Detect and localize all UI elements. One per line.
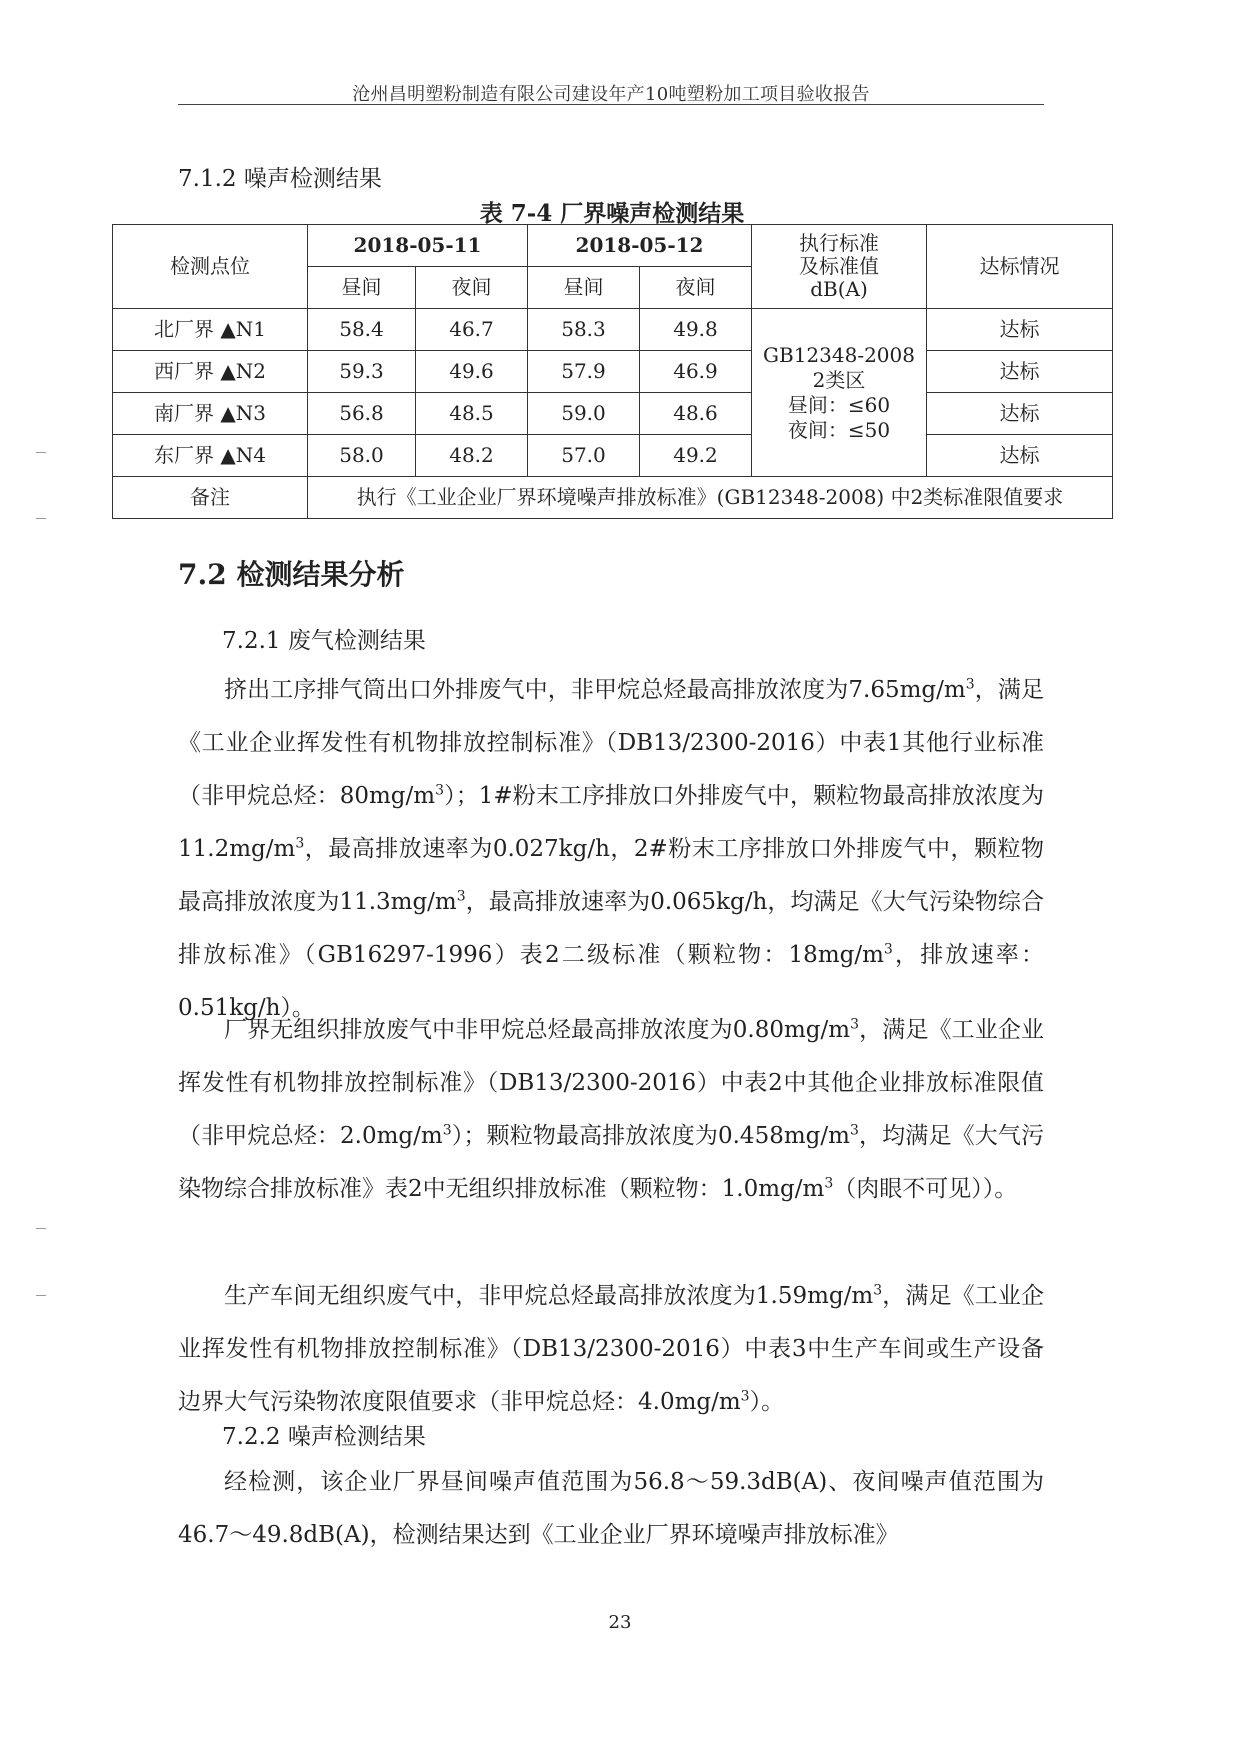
cell-value: 58.4 [308,309,416,351]
header-day-1: 昼间 [308,267,416,309]
cell-result: 达标 [927,435,1113,477]
cell-point: 南厂界 ▲N3 [113,393,308,435]
header-rule [178,104,1044,105]
cell-value: 48.5 [416,393,528,435]
cell-value: 59.3 [308,351,416,393]
paragraph-exhaust-gas: 挤出工序排气筒出口外排废气中，非甲烷总烃最高排放浓度为$7.65mg/m^3$，满足《工业企业挥发性有机物排放控制标准》（DB13/2300-2016）中表1其他行业标准（非甲烷总烃：$80mg/m^3$）；1#粉末工序排放口外排废气中，颗粒物最高排放浓度为$11.2mg/m^3$，最高排放速率为0.027kg/h，2#粉末工序排放口外排废气中，颗粒物最高排放浓度为$11.3mg/m^3$，最高排放速率为0.065kg/h，均满足《大气污染物综合排放标准》（GB16297-1996）表2二级标准（颗粒物：$18mg/m^3$，排放速率：0.51kg/h）。 [178,676,1045,1021]
table-row [113,435,1113,477]
scan-margin-mark [36,1228,46,1229]
cell-point: 东厂界 ▲N4 [113,435,308,477]
cell-point: 西厂界 ▲N2 [113,351,308,393]
noise-results-table [112,224,1113,519]
table-row [113,393,1113,435]
table-caption: 表 7-4 厂界噪声检测结果 [479,200,745,227]
header-night-2: 夜间 [640,267,752,309]
cell-value: 48.2 [416,435,528,477]
paragraph-noise-result: 经检测，该企业厂界昼间噪声值范围为56.8～59.3dB(A)、夜间噪声值范围为46.7～49.8dB(A)，检测结果达到《工业企业厂界环境噪声排放标准》 [178,1469,1044,1548]
remark-label: 备注 [113,477,308,519]
header-day-2: 昼间 [528,267,640,309]
table-row [113,351,1113,393]
remark-text: 执行《工业企业厂界环境噪声排放标准》(GB12348-2008) 中2类标准限值要求 [308,477,1113,519]
cell-value: 57.9 [528,351,640,393]
cell-value: 48.6 [640,393,752,435]
section-7-1-2-title: 7.1.2 噪声检测结果 [178,166,382,192]
remark-row [113,477,1113,519]
cell-value: 49.2 [640,435,752,477]
section-7-2-1-title: 7.2.1 废气检测结果 [222,628,426,654]
cell-value: 59.0 [528,393,640,435]
page-number: 23 [608,1612,632,1633]
cell-value: 56.8 [308,393,416,435]
cell-standard: GB12348-2008 2类区 昼间：≤60 夜间：≤50 [752,309,927,477]
cell-value: 58.3 [528,309,640,351]
cell-value: 49.6 [416,351,528,393]
header-standard: 执行标准 及标准值 dB(A) [752,225,927,309]
scan-margin-mark [36,1295,46,1296]
header-night-1: 夜间 [416,267,528,309]
paragraph-boundary-emissions: 厂界无组织排放废气中非甲烷总烃最高排放浓度为$0.80mg/m^3$，满足《工业企业挥发性有机物排放控制标准》（DB13/2300-2016）中表2中其他企业排放标准限值（非甲烷总烃：$2.0mg/m^3$）；颗粒物最高排放浓度为$0.458mg/m^3$，均满足《大气污染物综合排放标准》表2中无组织排放标准（颗粒物：$1.0mg/m^3$（肉眼不可见））。 [178,1016,1045,1202]
running-header: 沧州昌明塑粉制造有限公司建设年产10吨塑粉加工项目验收报告 [352,84,870,105]
cell-result: 达标 [927,309,1113,351]
cell-value: 58.0 [308,435,416,477]
cell-result: 达标 [927,351,1113,393]
cell-point: 北厂界 ▲N1 [113,309,308,351]
header-date-1: 2018-05-11 [308,225,528,267]
table-row [113,309,1113,351]
cell-value: 57.0 [528,435,640,477]
cell-result: 达标 [927,393,1113,435]
scan-margin-mark [36,518,46,519]
header-compliance: 达标情况 [927,225,1113,309]
section-7-2-title: 7.2 检测结果分析 [178,558,405,591]
section-7-2-2-title: 7.2.2 噪声检测结果 [222,1424,426,1450]
cell-value: 49.8 [640,309,752,351]
header-point: 检测点位 [113,225,308,309]
paragraph-workshop-emissions: 生产车间无组织废气中，非甲烷总烃最高排放浓度为$1.59mg/m^3$，满足《工业企业挥发性有机物排放控制标准》（DB13/2300-2016）中表3中生产车间或生产设备边界大气污染物浓度限值要求（非甲烷总烃：$4.0mg/m^3$）。 [178,1282,1045,1415]
header-date-2: 2018-05-12 [528,225,752,267]
scan-margin-mark [36,452,46,453]
cell-value: 46.9 [640,351,752,393]
cell-value: 46.7 [416,309,528,351]
